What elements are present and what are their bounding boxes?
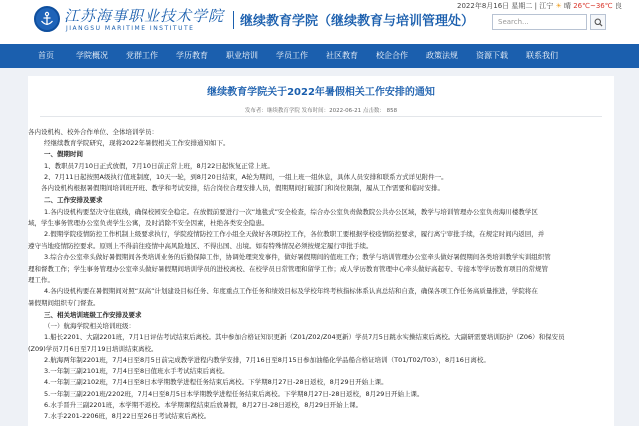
- article-paragraph-line: 7.水手2201-2206班，8月22日至26日考试结束后离校。: [44, 412, 211, 420]
- article-paragraph-line: 2、7月11日起按照A级执行值班制度，10天一轮，到8月20日结束，A轮为期间，一组上班一组休息，具体人员安排和联系方式详见附件一。: [44, 173, 448, 181]
- article-paragraph-line: 遵守当地疫情防控要求。原则上不得前往疫情中高风险地区、不得出国、出境。如有特殊情况必须按规定履行审批手续。: [28, 242, 373, 250]
- article-paragraph-line: (Z09)学员7月6日至7月19日培训结束离校。: [28, 345, 158, 353]
- section-heading: 二、工作安排及要求: [44, 196, 103, 204]
- nav-downloads[interactable]: 资源下载: [476, 51, 508, 60]
- school-name-cn[interactable]: 江苏海事职业技术学院: [64, 7, 225, 25]
- separator: |: [534, 2, 540, 10]
- site-title[interactable]: 继续教育学院（继续教育与培训管理处）: [240, 14, 475, 29]
- nav-degree-education[interactable]: 学历教育: [176, 51, 208, 60]
- nav-student-work[interactable]: 学员工作: [276, 51, 308, 60]
- section-heading: 三、相关培训班级工作安排及要求: [44, 311, 142, 319]
- nav-home[interactable]: 首页: [38, 51, 54, 60]
- article-paragraph-line: 4.一年制三副2102班，7月4日至8日本学期教学进程任务结束后离校。下学期8月27日-28日返校，8月29日开始上课。: [44, 378, 388, 386]
- article-paragraph-line: 2.航海两年制2201班，7月4日至8月5日前完成教学进程内教学安排，7月16日至8月15日参加油船化学品船合格证培训（T01/T02/T03），8月16日离校。: [44, 356, 490, 364]
- article-paragraph-line: （一）航海学院相关培训班级：: [44, 322, 135, 330]
- article-paragraph-line: 3.一年制三副2101班，7月4日至8日值班水手考试结束后离校。: [44, 367, 229, 375]
- nav-about[interactable]: 学院概况: [76, 51, 108, 60]
- article-paragraph-line: 理和督教工作；学生事务管理办公室牵头做好暑假期间培训学员的进校离校、在校学员日常管理和留学工作；成人学历教育管理中心牵头做好高起专、专接本等学历教育项目的常规管: [28, 265, 548, 273]
- location-text: 江宁: [539, 2, 554, 10]
- article-paragraph-line: 6.水手晋升三副2201班，本学期不返校。本学期课程结束后放暑假，8月27日-28日返校，8月29日开始上课。: [44, 401, 363, 409]
- weather-text: 晴: [563, 2, 571, 10]
- date-text: 2022年8月16日 星期二: [457, 2, 533, 10]
- nav-contact[interactable]: 联系我们: [526, 51, 558, 60]
- temperature-text: 26℃~36℃: [573, 2, 613, 10]
- article-paragraph-line: 理工作。: [28, 276, 54, 284]
- article-paragraph-line: 域，学生事务管理办公室负责学生公寓，及时消除不安全因素，杜绝各类安全隐患。: [28, 219, 269, 227]
- search-input[interactable]: Search...: [492, 14, 587, 30]
- weather-sun-icon: ☀: [555, 2, 562, 10]
- nav-policies[interactable]: 政策法规: [426, 51, 458, 60]
- article-paragraph-line: 各内设机构、校外合作单位、全体培训学员：: [28, 128, 158, 136]
- article-paragraph-line: 1.船长2201、大副2201班，7月1日评估考试结束后离校。其中参加合格证知识更新（Z01/Z02/Z04更新）学员7月5日跳水实操结束后离校。大副研需要培训防护（Z06）和保安员: [44, 333, 565, 341]
- article-paragraph-line: 各内设机构根据暑假期间培训班开班、教学和考试安排，结合岗位合理安排人员，假期期间打破部门和岗位限制，履从工作需要和临时安排。: [41, 184, 444, 192]
- article-title: 继续教育学院关于2022年暑假相关工作安排的通知: [207, 87, 435, 98]
- article-paragraph-line: 3.综合办公室牵头做好暑假期间各类培训业务的后勤保障工作，协调处理突发事件，做好暑假期间的值班工作；教学与培训管理办公室牵头做好暑假期间各类培训教学实训组织管: [44, 253, 551, 261]
- aqi-text: 良: [614, 2, 622, 10]
- article-paragraph-line: 1、教职员7月10日正式放假，7月10日前正常上班，8月22日起恢复正常上班。: [44, 162, 274, 170]
- article-paragraph-line: 4.各内设机构要在暑假期间对照“双高”计划建设目标任务、年度重点工作任务和绩效目标及学校年终考核指标体系认真总结和自查，确保各项工作任务高质量推进，学院将在: [44, 287, 538, 295]
- school-name-en: JIANGSU MARITIME INSTITUTE: [66, 25, 195, 32]
- article-paragraph-line: 1.各内设机构要坚决守住底线，确保校园安全稳定。在放假前要进行一次“地毯式”安全检查，综合办公室负责做教院公共办公区域，教学与培训管理办公室负责海川楼教学区: [44, 208, 538, 216]
- article-paragraph-line: 经继续教育学院研究，现将2022年暑假相关工作安排通知如下。: [44, 139, 230, 147]
- article-paragraph-line: 暑假期间组织专门督查。: [28, 299, 100, 307]
- nav-community-education[interactable]: 社区教育: [326, 51, 358, 60]
- nav-school-enterprise[interactable]: 校企合作: [376, 51, 408, 60]
- section-heading: 一、假期时间: [44, 150, 83, 158]
- nav-party-work[interactable]: 党群工作: [126, 51, 158, 60]
- nav-vocational-training[interactable]: 职业培训: [226, 51, 258, 60]
- article-paragraph-line: 5.一年制三副2201班/2202班，7月4日至8月5日本学期教学进程任务结束后离校。下学期8月27日-28日返校，8月29日开始上课。: [44, 390, 424, 398]
- article-paragraph-line: 2.假期学院疫情防控工作机制上级要求执行，学院疫情防控工作小组全天做好各项防控工作，各位教职工要根据学校疫情防控要求，履行离宁审批手续，在规定时间内返回，并: [44, 230, 545, 238]
- article-meta: 发布者：继续教育学院 发布时间：2022-06-21 点击数： 858: [244, 108, 398, 114]
